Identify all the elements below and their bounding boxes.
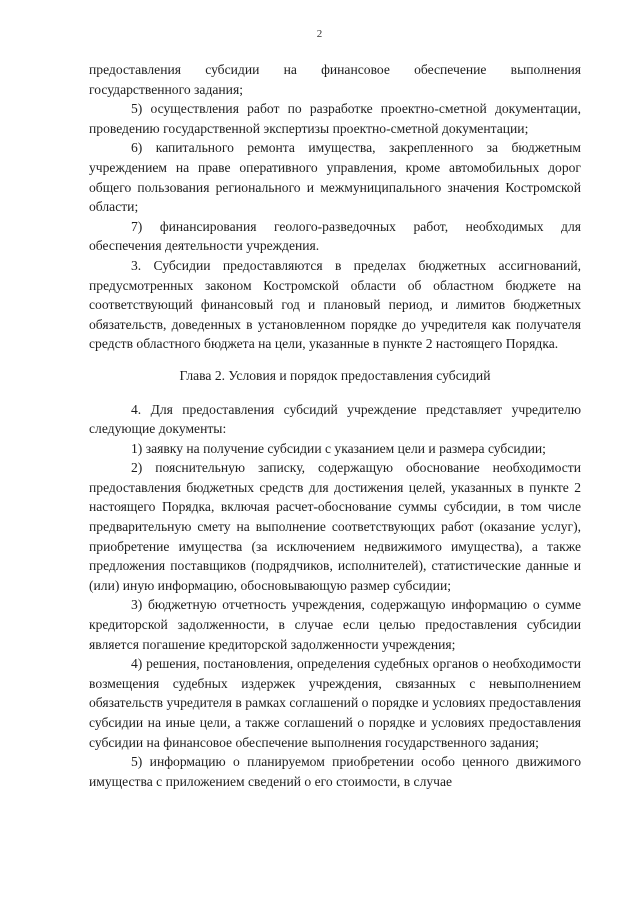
page-number: 2 <box>316 28 323 40</box>
chapter-heading: Глава 2. Условия и порядок предоставления субсидий <box>179 367 491 383</box>
paragraph-item-6: 6) капитального ремонта имущества, закрепленного за бюджетным учреждением на праве оперативного управления, кроме автомобильных дорог общего пользования регионального и межмуниципального значения Костромской области; <box>89 140 581 215</box>
paragraph-item-5: 5) осуществления работ по разработке проектно-сметной документации, проведению государственной экспертизы проектно-сметной документации; <box>89 101 581 136</box>
paragraph-doc-2: 2) пояснительную записку, содержащую обоснование необходимости предоставления бюджетных средств для достижения целей, указанных в пункте 2 настоящего Порядка, включая расчет-обоснование суммы субсидии, в том числе предварительную смету на выполнение соответствующих работ (оказание услуг), приобретение имущества (за исключением недвижимого имущества), а также предложения поставщиков (подрядчиков, исполнителей), статистические данные и (или) иную информацию, обосновывающую размер субсидии; <box>89 460 581 593</box>
paragraph-doc-3: 3) бюджетную отчетность учреждения, содержащую информацию о сумме кредиторской задолженности, в случае если целью предоставления субсидии является погашение кредиторской задолженности учреждения; <box>89 597 581 652</box>
paragraph-doc-1: 1) заявку на получение субсидии с указанием цели и размера субсидии; <box>131 440 546 456</box>
paragraph-clause-4: 4. Для предоставления субсидий учреждение представляет учредителю следующие документы: <box>89 401 581 437</box>
paragraph-doc-5: 5) информацию о планируемом приобретении особо ценного движимого имущества с приложением сведений о его стоимости, в случае <box>89 754 581 789</box>
document-body <box>89 60 581 791</box>
paragraph-item-7: 7) финансирования геолого-разведочных работ, необходимых для обеспечения деятельности учреждения. <box>89 218 581 254</box>
paragraph-clause-3: 3. Субсидии предоставляются в пределах бюджетных ассигнований, предусмотренных законом Костромской области об областном бюджете на соответствующий финансовый год и плановый период, и лимитов бюджетных обязательств, доведенных в установленном порядке до учредителя как получателя средств областного бюджета на цели, указанные в пункте 2 настоящего Порядка. <box>89 257 581 352</box>
paragraph-continuation: предоставления субсидии на финансовое обеспечение выполнения государственного задания; <box>89 62 581 97</box>
paragraph-doc-4: 4) решения, постановления, определения судебных органов о необходимости возмещения судебных издержек учреждения, связанных с невыполнением обязательств учредителя в рамках соглашений о порядке и условиях предоставления субсидии на иные цели, а также соглашений о порядке и условиях предоставления субсидии на финансовое обеспечение выполнения государственного задания; <box>89 656 581 750</box>
